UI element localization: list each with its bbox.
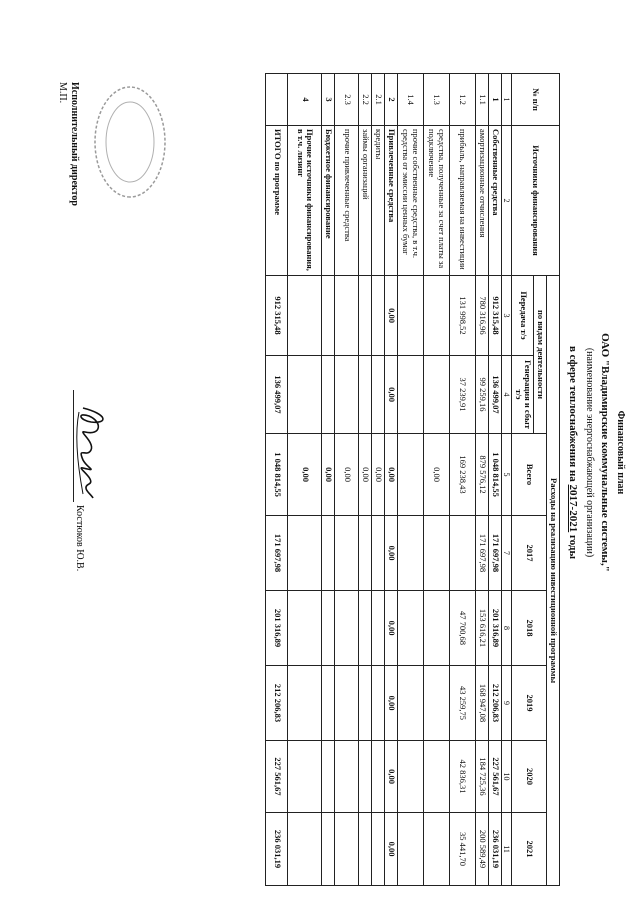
funding-source-name: займы организаций <box>359 126 372 276</box>
column-index: 5 <box>501 434 511 516</box>
value-cell-transfer: 780 316,96 <box>475 276 488 356</box>
value-cell-total: 1 048 814,55 <box>488 434 501 516</box>
subtitle-suffix: годы <box>567 534 579 560</box>
funding-source-name: Привлеченные средства <box>384 126 397 276</box>
value-cell-transfer <box>397 276 423 356</box>
column-index: 2 <box>501 126 511 276</box>
table-row <box>384 74 397 886</box>
value-cell-generation: 37 239,91 <box>449 356 475 434</box>
row-number: 3 <box>322 74 335 126</box>
value-cell-y2018: 153 616,21 <box>475 591 488 666</box>
row-number: 1.3 <box>423 74 449 126</box>
total-2018: 201 316,89 <box>266 591 288 666</box>
signer-position: Исполнительный директор <box>69 82 80 206</box>
value-cell-y2017: 0,00 <box>384 516 397 591</box>
funding-source-name: Бюджетное финансирование <box>322 126 335 276</box>
value-cell-total: 0,00 <box>359 434 372 516</box>
funding-source-name: прочие привлеченные средства <box>335 126 359 276</box>
table-header-row <box>547 74 560 886</box>
table-body <box>266 74 502 886</box>
value-cell-y2018 <box>371 591 384 666</box>
total-row <box>266 74 288 886</box>
value-cell-y2019: 0,00 <box>384 666 397 741</box>
table-row <box>475 74 488 886</box>
funding-source-name: прочие собственные средства, в т.ч. средства от эмиссии ценных бумаг <box>397 126 423 276</box>
value-cell-transfer <box>288 276 322 356</box>
document-title: Финансовый план <box>615 410 626 495</box>
subtitle-years: 2017-2021 <box>567 484 579 533</box>
total-row-no <box>266 74 288 126</box>
value-cell-y2019 <box>423 666 449 741</box>
value-cell-y2021 <box>288 813 322 886</box>
total-2017: 171 697,98 <box>266 516 288 591</box>
value-cell-y2017 <box>335 516 359 591</box>
value-cell-y2021 <box>371 813 384 886</box>
value-cell-generation <box>322 356 335 434</box>
col-header-total: Всего <box>511 434 546 516</box>
value-cell-y2017 <box>322 516 335 591</box>
value-cell-y2020: 227 561,67 <box>488 741 501 813</box>
funding-source-name: кредиты <box>371 126 384 276</box>
value-cell-generation: 136 499,07 <box>488 356 501 434</box>
col-header-2019: 2019 <box>511 666 546 741</box>
column-index: 9 <box>501 666 511 741</box>
handwritten-signature <box>69 402 113 502</box>
value-cell-transfer: 131 998,52 <box>449 276 475 356</box>
stamp-place-label: М.П. <box>57 82 68 104</box>
table-row <box>322 74 335 886</box>
value-cell-transfer <box>423 276 449 356</box>
value-cell-y2017: 171 697,98 <box>488 516 501 591</box>
row-number: 4 <box>288 74 322 126</box>
value-cell-y2018 <box>288 591 322 666</box>
column-index: 10 <box>501 741 511 813</box>
total-transfer: 912 315,48 <box>266 276 288 356</box>
row-number: 2 <box>384 74 397 126</box>
total-2021: 236 031,19 <box>266 813 288 886</box>
value-cell-y2019: 168 947,08 <box>475 666 488 741</box>
value-cell-transfer <box>322 276 335 356</box>
column-index: 3 <box>501 276 511 356</box>
value-cell-y2021: 35 441,70 <box>449 813 475 886</box>
funding-source-name: Собственные средства <box>488 126 501 276</box>
value-cell-generation <box>359 356 372 434</box>
value-cell-y2017 <box>288 516 322 591</box>
value-cell-y2017 <box>397 516 423 591</box>
organization-note: (наименование энергоснабжающей организации) <box>584 347 595 558</box>
row-number: 1.1 <box>475 74 488 126</box>
total-generation: 136 499,07 <box>266 356 288 434</box>
value-cell-total: 879 576,12 <box>475 434 488 516</box>
value-cell-y2021 <box>423 813 449 886</box>
row-number: 2.2 <box>359 74 372 126</box>
funding-source-name: средства, полученные за счет платы за подключение <box>423 126 449 276</box>
value-cell-y2020 <box>371 741 384 813</box>
value-cell-generation <box>288 356 322 434</box>
value-cell-y2020 <box>335 741 359 813</box>
value-cell-y2018 <box>335 591 359 666</box>
funding-source-name: прибыль, направляемая на инвестиции <box>449 126 475 276</box>
value-cell-y2021 <box>322 813 335 886</box>
value-cell-y2020 <box>397 741 423 813</box>
funding-source-name: Прочие источники финансирования, в т.ч. лизинг <box>288 126 322 276</box>
table-row <box>371 74 384 886</box>
value-cell-generation <box>335 356 359 434</box>
value-cell-generation <box>423 356 449 434</box>
value-cell-total: 0,00 <box>288 434 322 516</box>
row-number: 2.3 <box>335 74 359 126</box>
funding-source-name: амортизационные отчисления <box>475 126 488 276</box>
value-cell-total: 0,00 <box>423 434 449 516</box>
value-cell-y2019 <box>335 666 359 741</box>
value-cell-y2021 <box>335 813 359 886</box>
value-cell-total: 0,00 <box>371 434 384 516</box>
col-header-2018: 2018 <box>511 591 546 666</box>
value-cell-y2017 <box>371 516 384 591</box>
row-number: 2.1 <box>371 74 384 126</box>
value-cell-y2021 <box>359 813 372 886</box>
value-cell-y2018 <box>423 591 449 666</box>
table-row <box>288 74 322 886</box>
value-cell-y2018 <box>397 591 423 666</box>
col-header-2017: 2017 <box>511 516 546 591</box>
column-index: 1 <box>501 74 511 126</box>
value-cell-y2017 <box>449 516 475 591</box>
value-cell-transfer <box>335 276 359 356</box>
value-cell-y2019: 43 259,75 <box>449 666 475 741</box>
col-header-2020: 2020 <box>511 741 546 813</box>
column-index: 4 <box>501 356 511 434</box>
table-row <box>359 74 372 886</box>
value-cell-total: 0,00 <box>322 434 335 516</box>
value-cell-y2018: 201 316,89 <box>488 591 501 666</box>
value-cell-y2021: 0,00 <box>384 813 397 886</box>
row-number: 1.4 <box>397 74 423 126</box>
value-cell-y2021: 200 589,49 <box>475 813 488 886</box>
value-cell-y2020 <box>322 741 335 813</box>
table-row <box>335 74 359 886</box>
value-cell-generation <box>397 356 423 434</box>
value-cell-transfer <box>359 276 372 356</box>
value-cell-y2019: 212 206,83 <box>488 666 501 741</box>
value-cell-total <box>397 434 423 516</box>
col-header-source: Источники финансирования <box>511 126 559 276</box>
signer-name: Костюков Ю.В. <box>74 505 85 572</box>
value-cell-y2020: 184 725,36 <box>475 741 488 813</box>
total-2019: 212 206,83 <box>266 666 288 741</box>
row-number: 1 <box>488 74 501 126</box>
total-row-label: ИТОГО по программе <box>266 126 288 276</box>
value-cell-y2018: 47 700,68 <box>449 591 475 666</box>
total-all: 1 048 814,55 <box>266 434 288 516</box>
value-cell-total: 0,00 <box>335 434 359 516</box>
value-cell-y2017: 171 697,98 <box>475 516 488 591</box>
table-row <box>449 74 475 886</box>
value-cell-y2020: 42 836,31 <box>449 741 475 813</box>
value-cell-y2017 <box>359 516 372 591</box>
subtitle-prefix: в сфере теплоснабжения на <box>567 345 579 482</box>
document-subtitle <box>567 0 579 905</box>
value-cell-y2018 <box>322 591 335 666</box>
value-cell-transfer: 912 315,48 <box>488 276 501 356</box>
value-cell-generation: 0,00 <box>384 356 397 434</box>
table-row <box>423 74 449 886</box>
col-header-no: № п/п <box>511 74 559 126</box>
column-index: 11 <box>501 813 511 886</box>
value-cell-y2020: 0,00 <box>384 741 397 813</box>
value-cell-y2019 <box>288 666 322 741</box>
value-cell-y2019 <box>322 666 335 741</box>
value-cell-y2017 <box>423 516 449 591</box>
col-header-2021: 2021 <box>511 813 546 886</box>
col-header-transfer: Передача т/э <box>511 276 534 356</box>
value-cell-y2018 <box>359 591 372 666</box>
column-index: 8 <box>501 591 511 666</box>
column-index-row <box>501 74 511 886</box>
row-number: 1.2 <box>449 74 475 126</box>
total-2020: 227 561,67 <box>266 741 288 813</box>
value-cell-y2019 <box>371 666 384 741</box>
value-cell-generation <box>371 356 384 434</box>
value-cell-generation: 99 259,16 <box>475 356 488 434</box>
value-cell-y2020 <box>288 741 322 813</box>
value-cell-y2020 <box>423 741 449 813</box>
value-cell-transfer <box>371 276 384 356</box>
value-cell-total: 169 238,43 <box>449 434 475 516</box>
organization-stamp <box>90 82 170 202</box>
value-cell-transfer: 0,00 <box>384 276 397 356</box>
subgroup-header: по видам деятельности <box>534 276 547 434</box>
value-cell-y2019 <box>359 666 372 741</box>
table-row <box>488 74 501 886</box>
value-cell-y2018: 0,00 <box>384 591 397 666</box>
value-cell-total: 0,00 <box>384 434 397 516</box>
financial-plan-table <box>265 73 560 886</box>
table-row <box>397 74 423 886</box>
column-index: 7 <box>501 516 511 591</box>
organization-name: ОАО "Владимирские коммунальные системы," <box>599 333 611 572</box>
group-header: Расходы на реализацию инвестиционной программы <box>547 276 560 886</box>
value-cell-y2019 <box>397 666 423 741</box>
value-cell-y2021 <box>397 813 423 886</box>
col-header-generation: Генерация и сбыт т/э <box>511 356 534 434</box>
value-cell-y2021: 236 031,19 <box>488 813 501 886</box>
value-cell-y2020 <box>359 741 372 813</box>
